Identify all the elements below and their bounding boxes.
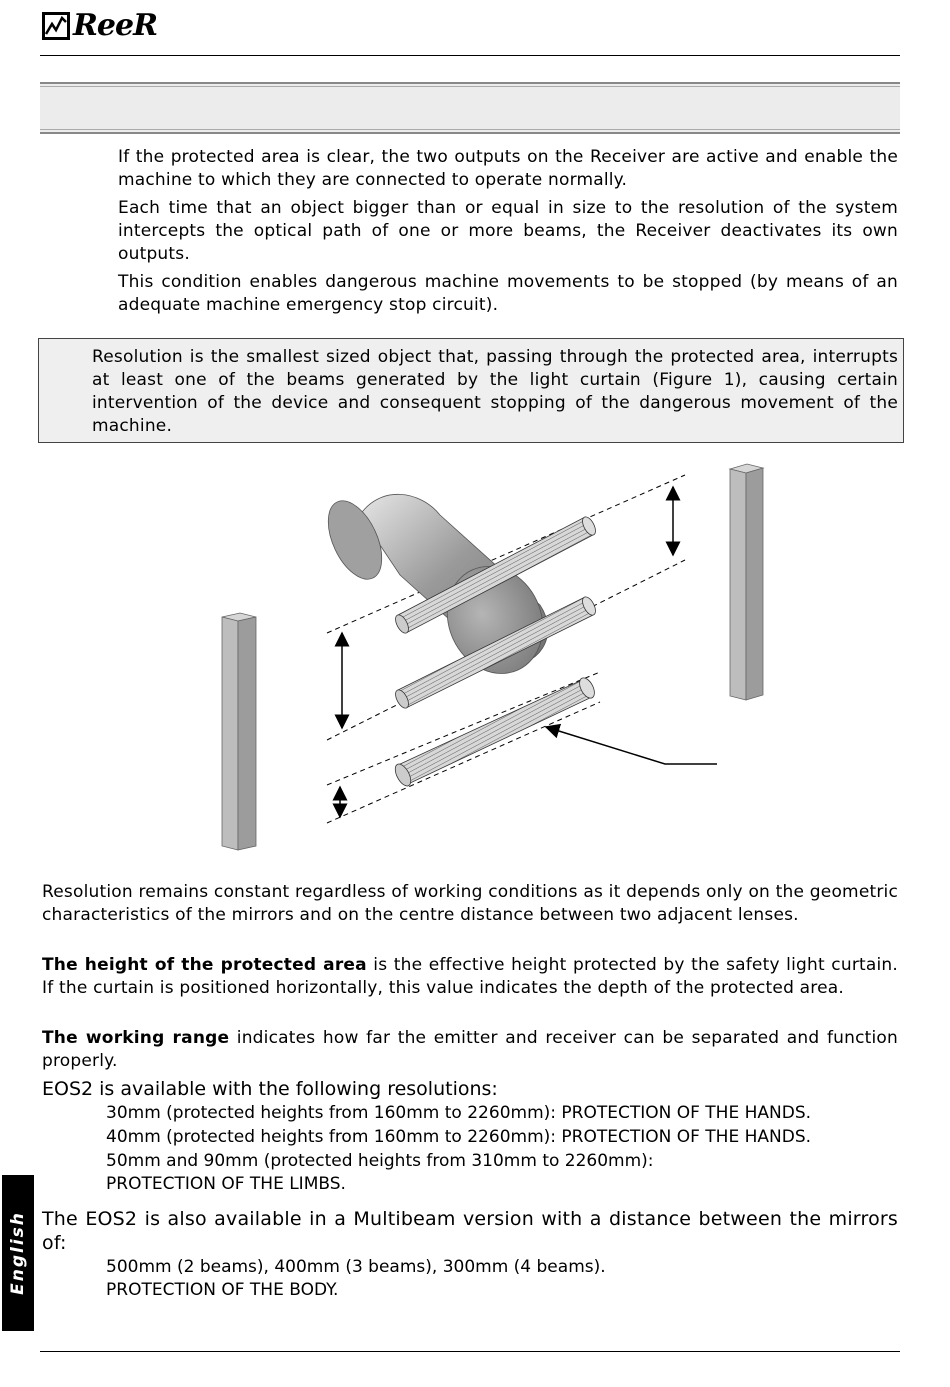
resolution-constant-paragraph: Resolution remains constant regardless of working conditions as it depends only on the geometric characteristics of the mirrors and on the centre distance between two adjacent lenses. — [42, 882, 898, 925]
language-tab-label: English — [8, 1211, 28, 1295]
resolution-item: 40mm (protected heights from 160mm to 2260mm): PROTECTION OF THE HANDS. — [106, 1127, 812, 1147]
height-definition: is the effective height protected by the safety light curtain. If the curtain is positioned horizontally, this value indicates the depth of the protected area. — [42, 955, 899, 998]
reer-logo — [42, 8, 157, 44]
multibeam-paragraph: The EOS2 is also available in a Multibeam version with a distance between the mirrors of: — [42, 1208, 898, 1254]
multibeam-item: PROTECTION OF THE BODY. — [106, 1280, 339, 1300]
resolution-figure — [0, 455, 950, 875]
resolution-note-text: Resolution is the smallest sized object that, passing through the protected area, interrupts at least one of the beams generated by the light curtain (Figure 1), causing certain intervention of the device and consequent stopping of the dangerous movement of the machine. — [92, 347, 898, 436]
bottom-rule — [40, 1351, 900, 1352]
height-paragraph — [42, 954, 898, 1000]
range-paragraph — [42, 1027, 898, 1073]
section-header-band — [40, 82, 900, 134]
emitter-column — [222, 613, 256, 850]
resolution-item: 50mm and 90mm (protected heights from 310mm to 2260mm): — [106, 1151, 654, 1171]
test-object-cylinder — [317, 493, 560, 690]
intro-paragraph-2: Each time that an object bigger than or equal in size to the resolution of the system intercepts the optical path of one or more beams, the Receiver deactivates its own outputs. — [118, 198, 898, 264]
top-rule — [40, 55, 900, 56]
range-definition: indicates how far the emitter and receiver can be separated and function properly. — [42, 1028, 898, 1071]
resolutions-heading: EOS2 is available with the following resolutions: — [42, 1078, 498, 1100]
reer-logo-icon — [42, 12, 70, 40]
resolution-item: PROTECTION OF THE LIMBS. — [106, 1174, 346, 1194]
leader-line — [546, 727, 717, 764]
receiver-column — [730, 464, 763, 700]
language-tab — [2, 1175, 34, 1331]
multibeam-item: 500mm (2 beams), 400mm (3 beams), 300mm (4 beams). — [106, 1257, 606, 1277]
height-term: The height of the protected area — [42, 955, 367, 975]
range-term: The working range — [42, 1028, 230, 1048]
intro-paragraph-3: This condition enables dangerous machine movements to be stopped (by means of an adequate machine emergency stop circuit). — [118, 272, 898, 315]
intro-paragraph-1: If the protected area is clear, the two outputs on the Receiver are active and enable the machine to which they are connected to operate normally. — [118, 147, 898, 190]
resolution-item: 30mm (protected heights from 160mm to 2260mm): PROTECTION OF THE HANDS. — [106, 1103, 812, 1123]
logo-text: ReeR — [73, 8, 158, 43]
